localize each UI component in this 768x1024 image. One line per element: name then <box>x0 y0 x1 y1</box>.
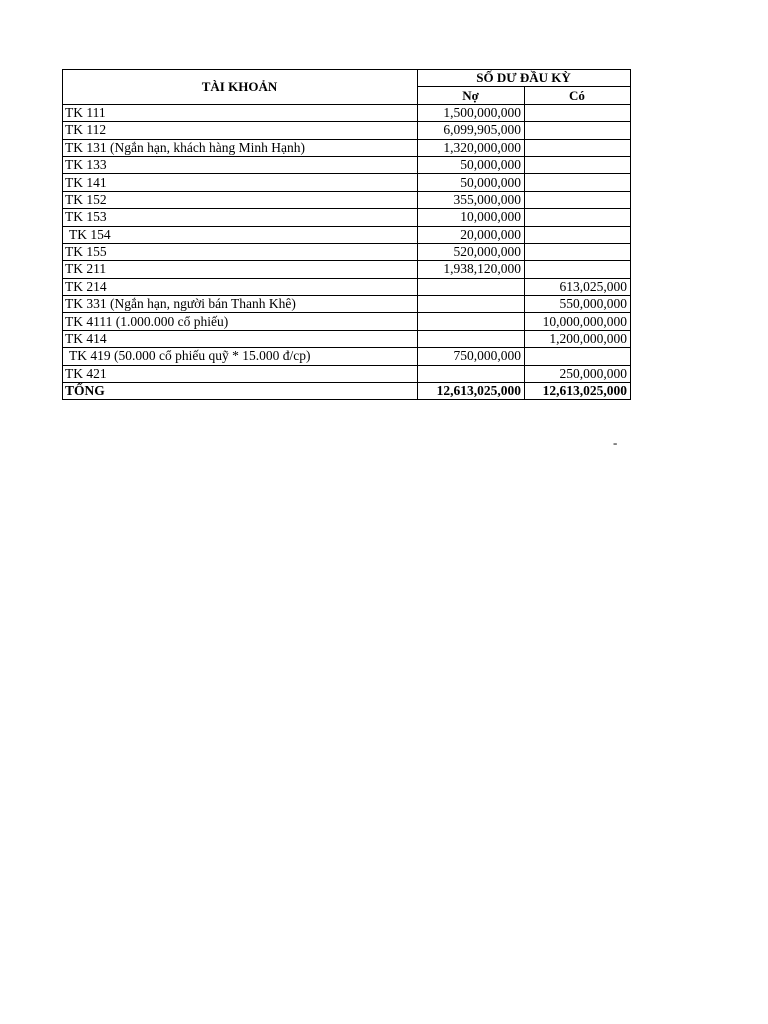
account-cell: TK 112 <box>63 122 418 139</box>
table-row <box>63 174 631 191</box>
account-cell: TK 111 <box>63 104 418 121</box>
ledger-body <box>63 104 631 400</box>
table-row <box>63 122 631 139</box>
total-row <box>63 383 631 400</box>
balance-sheet <box>62 69 631 400</box>
debit-cell: 1,500,000,000 <box>418 104 525 121</box>
debit-cell: 20,000,000 <box>418 226 525 243</box>
account-cell: TK 155 <box>63 243 418 260</box>
debit-cell <box>418 365 525 382</box>
account-cell: TK 214 <box>63 278 418 295</box>
table-row <box>63 261 631 278</box>
credit-cell <box>525 174 631 191</box>
account-cell: TK 141 <box>63 174 418 191</box>
debit-cell <box>418 296 525 313</box>
debit-cell: 1,938,120,000 <box>418 261 525 278</box>
debit-cell: 1,320,000,000 <box>418 139 525 156</box>
debit-cell: 355,000,000 <box>418 191 525 208</box>
debit-cell <box>418 278 525 295</box>
account-cell: TK 152 <box>63 191 418 208</box>
credit-cell <box>525 243 631 260</box>
table-row <box>63 330 631 347</box>
credit-cell <box>525 156 631 173</box>
account-cell: TK 153 <box>63 209 418 226</box>
credit-cell: 10,000,000,000 <box>525 313 631 330</box>
debit-cell: 50,000,000 <box>418 156 525 173</box>
table-row <box>63 296 631 313</box>
credit-cell <box>525 191 631 208</box>
debit-cell <box>418 330 525 347</box>
credit-cell <box>525 122 631 139</box>
credit-cell <box>525 139 631 156</box>
table-row <box>63 365 631 382</box>
debit-cell: 6,099,905,000 <box>418 122 525 139</box>
header-row-top <box>63 70 631 87</box>
opening-balance-table <box>62 69 631 400</box>
debit-cell: 750,000,000 <box>418 348 525 365</box>
credit-cell <box>525 348 631 365</box>
table-row <box>63 226 631 243</box>
account-cell: TK 4111 (1.000.000 cổ phiếu) <box>63 313 418 330</box>
credit-cell: 613,025,000 <box>525 278 631 295</box>
debit-cell: 520,000,000 <box>418 243 525 260</box>
debit-cell: 50,000,000 <box>418 174 525 191</box>
credit-cell: 1,200,000,000 <box>525 330 631 347</box>
table-row <box>63 191 631 208</box>
credit-cell: 250,000,000 <box>525 365 631 382</box>
account-cell: TK 154 <box>63 226 418 243</box>
table-row <box>63 243 631 260</box>
table-row <box>63 348 631 365</box>
table-row <box>63 278 631 295</box>
opening-balance-group-header: SỐ DƯ ĐẦU KỲ <box>418 70 631 87</box>
credit-cell <box>525 261 631 278</box>
credit-cell <box>525 226 631 243</box>
account-cell: TK 211 <box>63 261 418 278</box>
credit-cell <box>525 209 631 226</box>
credit-cell <box>525 104 631 121</box>
table-row <box>63 139 631 156</box>
account-cell: TK 419 (50.000 cổ phiếu quỹ * 15.000 đ/cp) <box>63 348 418 365</box>
total-credit: 12,613,025,000 <box>525 383 631 400</box>
debit-cell <box>418 313 525 330</box>
account-column-header: TÀI KHOẢN <box>63 70 418 105</box>
account-cell: TK 414 <box>63 330 418 347</box>
total-debit: 12,613,025,000 <box>418 383 525 400</box>
credit-cell: 550,000,000 <box>525 296 631 313</box>
account-cell: TK 331 (Ngắn hạn, người bán Thanh Khê) <box>63 296 418 313</box>
account-cell: TK 131 (Ngắn hạn, khách hàng Minh Hạnh) <box>63 139 418 156</box>
table-row <box>63 156 631 173</box>
table-row <box>63 313 631 330</box>
account-cell: TK 421 <box>63 365 418 382</box>
table-row <box>63 209 631 226</box>
total-label: TỔNG <box>63 383 418 400</box>
credit-column-header: Có <box>525 87 631 104</box>
debit-cell: 10,000,000 <box>418 209 525 226</box>
account-cell: TK 133 <box>63 156 418 173</box>
debit-column-header: Nợ <box>418 87 525 104</box>
footer-dash-mark: - <box>613 435 618 450</box>
table-row <box>63 104 631 121</box>
